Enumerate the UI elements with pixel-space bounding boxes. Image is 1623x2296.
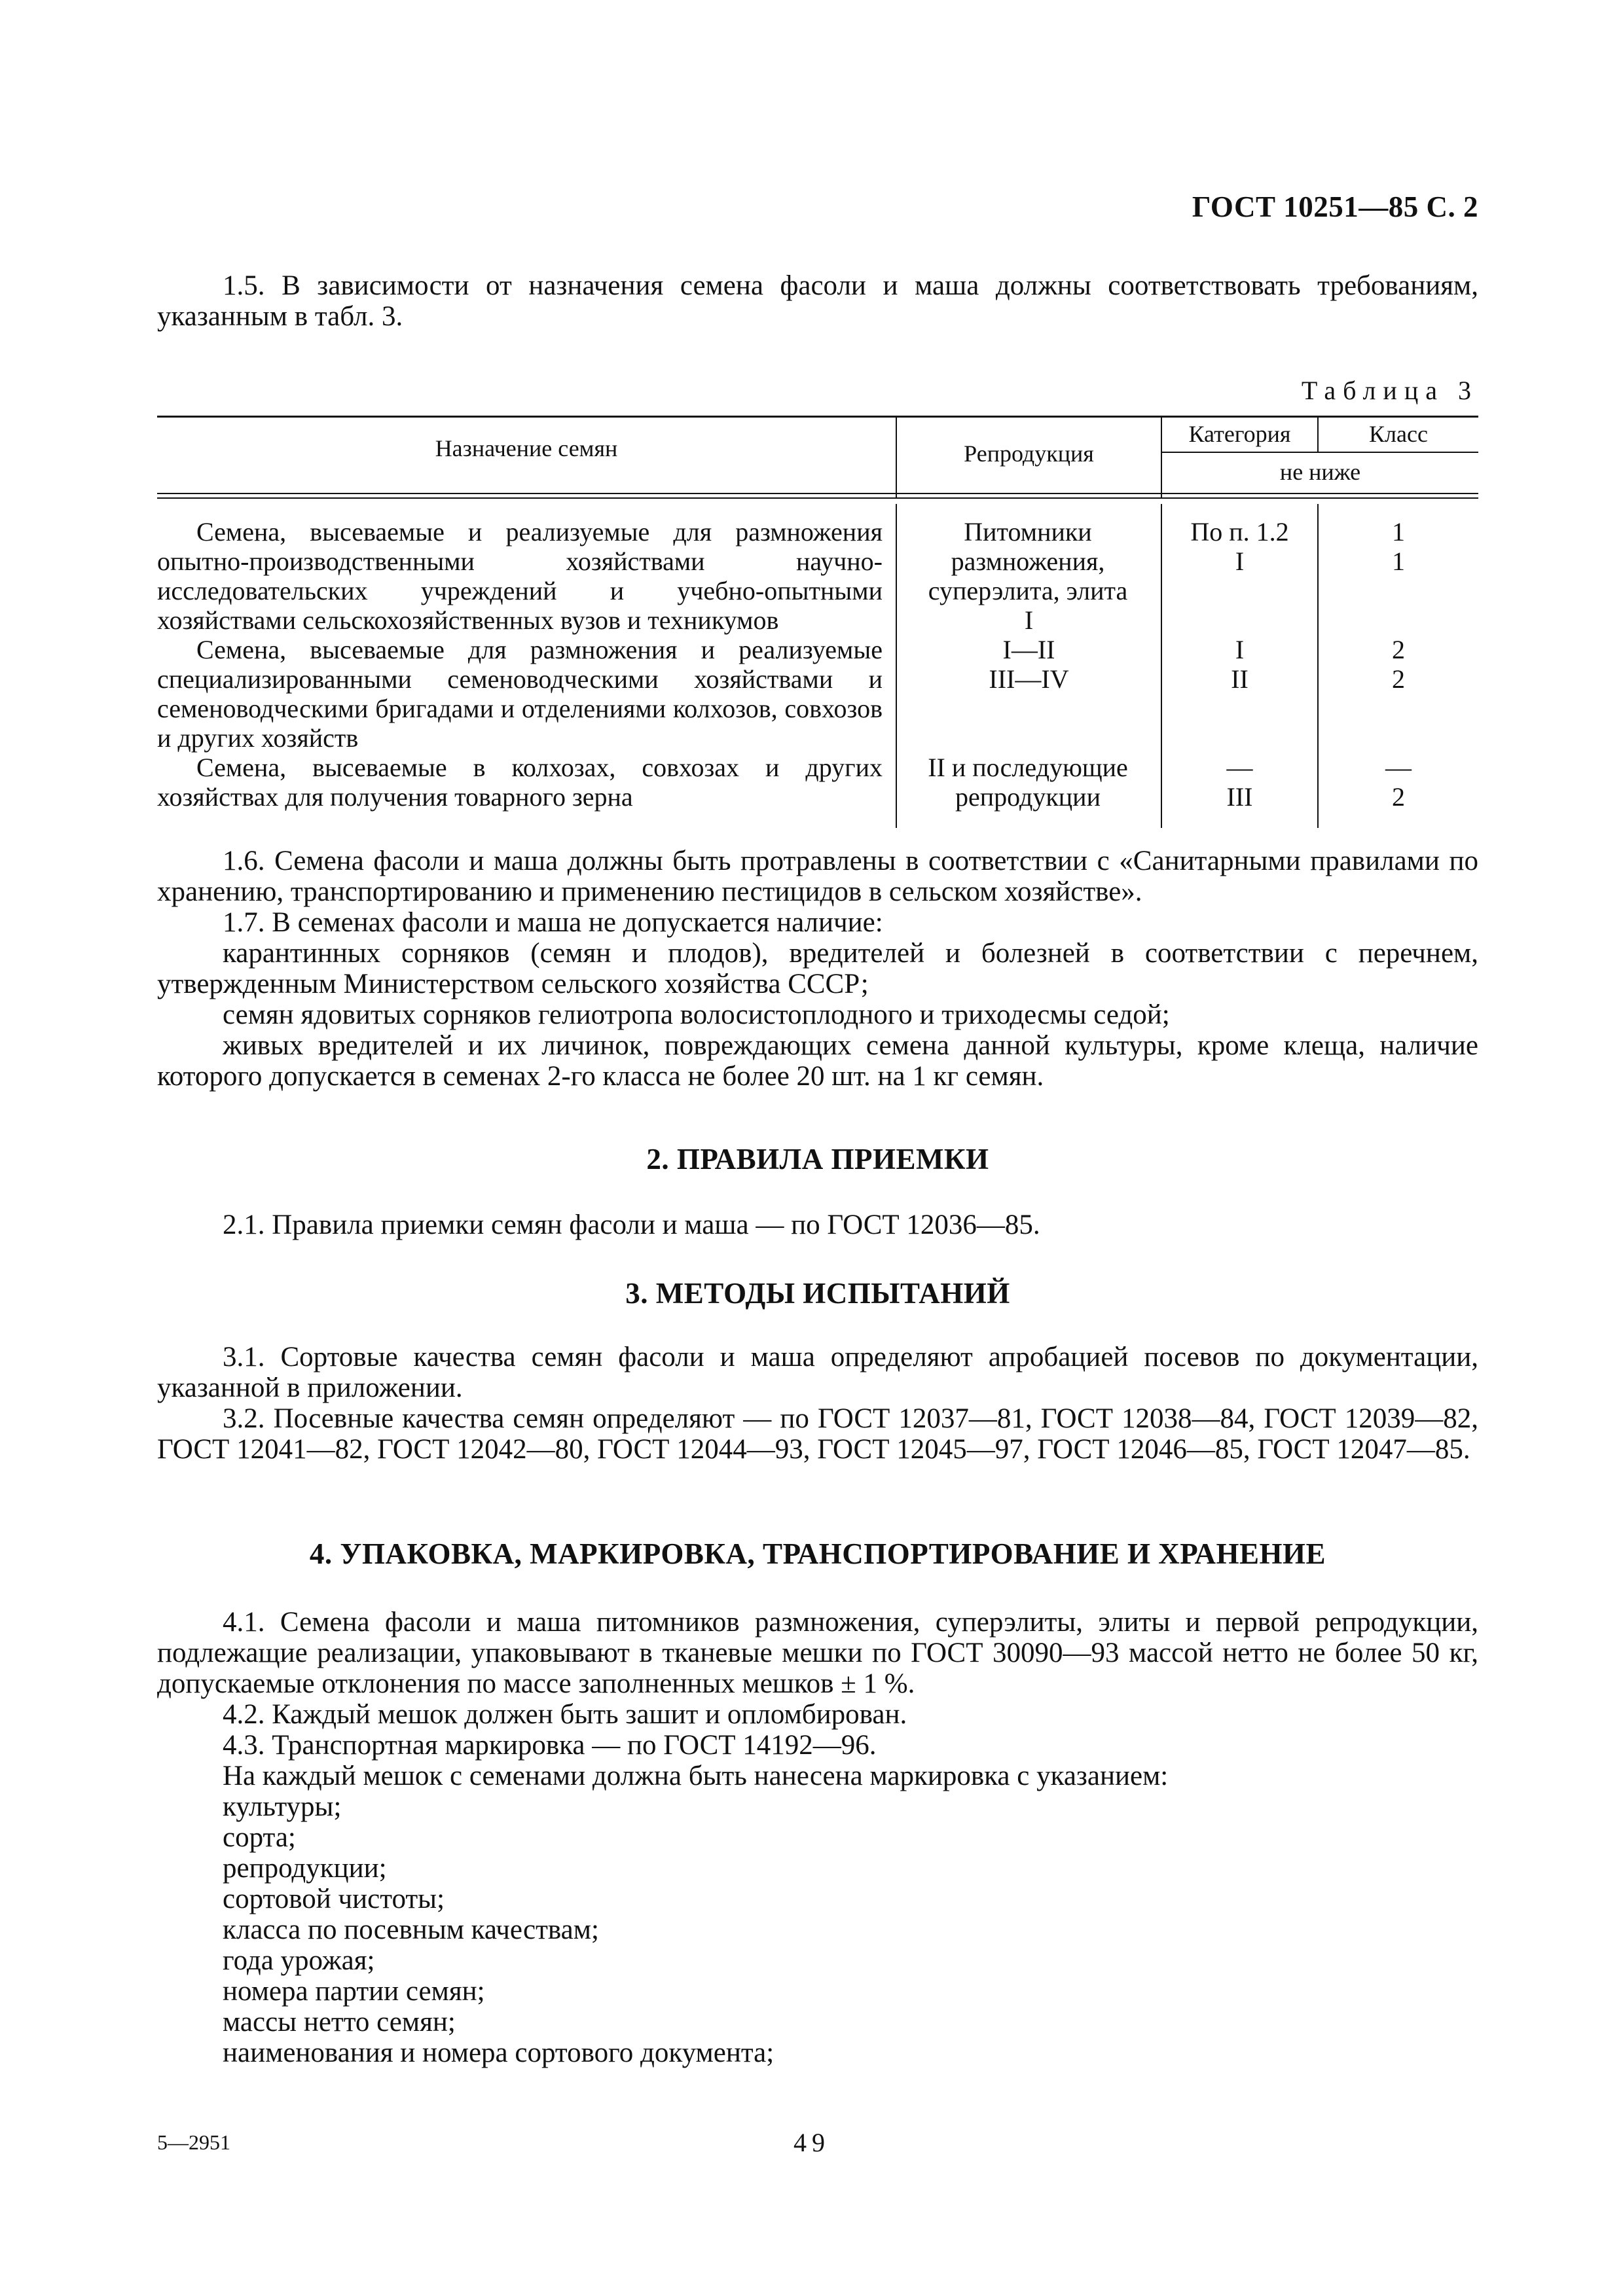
- row3-category: —: [1226, 753, 1253, 782]
- row1-purpose: Семена, высеваемые и реализуемые для размножения опытно-производственными хозяйствами научно-исследовательских учреждений и учебно-опытными хозяйствами сельскохозяйственных вузов и техникумов: [157, 517, 883, 635]
- page-header: ГОСТ 10251—85 С. 2: [1192, 190, 1478, 223]
- header-category: Категория: [1188, 421, 1291, 447]
- marking-item: номера партии семян;: [223, 1976, 485, 2007]
- row3-reproduction: II и последующие репродукции: [928, 753, 1128, 812]
- marking-item: культуры;: [223, 1791, 342, 1822]
- table-header-rule-double: [157, 497, 1478, 499]
- row3-class: —: [1385, 753, 1412, 782]
- header-purpose: Назначение семян: [435, 435, 618, 461]
- row3-purpose: Семена, высеваемые в колхозах, совхозах и других хозяйствах для получения товарного зерна: [157, 753, 883, 812]
- paragraph-4-2: 4.2. Каждый мешок должен быть зашит и опломбирован.: [223, 1699, 907, 1730]
- paragraph-1-5: [157, 270, 1478, 332]
- section-1-continued: [157, 846, 1478, 1092]
- row1-class: 1: [1392, 517, 1405, 547]
- paragraph-3-2: 3.2. Посевные качества семян определяют — по ГОСТ 12037—81, ГОСТ 12038—84, ГОСТ 12039—82, ГОСТ 12041—82, ГОСТ 12042—80, ГОСТ 12044—93, ГОСТ 12045—97, ГОСТ 12046—85, ГОСТ 12047—85.: [157, 1403, 1478, 1465]
- marking-item: репродукции;: [223, 1853, 387, 1884]
- marking-item: класса по посевным качествам;: [223, 1914, 599, 1945]
- row2-reproduction-2: III—IV: [989, 664, 1069, 694]
- footer-code: 5—2951: [157, 2130, 230, 2154]
- section-2-body: [157, 1210, 1478, 1240]
- row2-class-2: 2: [1392, 664, 1405, 694]
- paragraph-2-1: 2.1. Правила приемки семян фасоли и маша — по ГОСТ 12036—85.: [223, 1210, 1040, 1240]
- paragraph-4-3-intro: На каждый мешок с семенами должна быть нанесена маркировка с указанием:: [223, 1761, 1169, 1791]
- section-3-title: 3. МЕТОДЫ ИСПЫТАНИЙ: [625, 1277, 1010, 1310]
- paragraph-1-7-b: семян ядовитых сорняков гелиотропа волосистоплодного и триходесмы седой;: [223, 999, 1170, 1030]
- row2-reproduction: I—II: [1002, 635, 1055, 664]
- section-3-body: [157, 1342, 1478, 1465]
- row1-class-2: 1: [1392, 547, 1405, 576]
- paragraph-1-7: 1.7. В семенах фасоли и маша не допускается наличие:: [223, 907, 883, 938]
- row1-reproduction-2: I: [1024, 605, 1034, 635]
- paragraph-1-7-a: карантинных сорняков (семян и плодов), вредителей и болезней в соответствии с перечнем, утвержденным Министерством сельского хозяйства СССР;: [157, 938, 1478, 999]
- section-4-body: [157, 1607, 1478, 2068]
- row2-category-2: II: [1231, 664, 1249, 694]
- row3-class-2: 2: [1392, 782, 1405, 812]
- table-caption: Таблица 3: [1301, 376, 1478, 405]
- table-subheader-rule: [1161, 452, 1478, 453]
- paragraph-1-6: 1.6. Семена фасоли и маша должны быть протравлены в соответствии с «Санитарными правилами по хранению, транспортированию и применению пестицидов в сельском хозяйстве».: [157, 846, 1478, 907]
- marking-item: года урожая;: [223, 1945, 375, 1976]
- section-4-title: 4. УПАКОВКА, МАРКИРОВКА, ТРАНСПОРТИРОВАНИЕ И ХРАНЕНИЕ: [309, 1537, 1326, 1570]
- header-class: Класс: [1369, 421, 1428, 447]
- paragraph-3-1: 3.1. Сортовые качества семян фасоли и маша определяют апробацией посевов по документации, указанной в приложении.: [157, 1342, 1478, 1403]
- marking-item: сортовой чистоты;: [223, 1884, 445, 1914]
- page-number: 49: [793, 2128, 830, 2157]
- row3-category-2: III: [1226, 782, 1253, 812]
- paragraph-1-7-c: живых вредителей и их личинок, повреждающих семена данной культуры, кроме клеща, наличие которого допускается в семенах 2-го класса не более 20 шт. на 1 кг семян.: [157, 1030, 1478, 1092]
- marking-item: наименования и номера сортового документа;: [223, 2037, 775, 2068]
- row2-purpose: Семена, высеваемые для размножения и реализуемые специализированными семеноводческими хозяйствами и семеноводческими бригадами и отделениями колхозов, совхозов и других хозяйств: [157, 635, 883, 753]
- marking-item: сорта;: [223, 1822, 296, 1853]
- row2-category: I: [1235, 635, 1245, 664]
- header-reproduction: Репродукция: [964, 440, 1094, 467]
- row1-category-2: I: [1235, 547, 1245, 576]
- section-2-title: 2. ПРАВИЛА ПРИЕМКИ: [646, 1143, 989, 1175]
- paragraph-text: 1.5. В зависимости от назначения семена фасоли и маша должны соответствовать требованиям, указанным в табл. 3.: [157, 270, 1478, 332]
- marking-item: массы нетто семян;: [223, 2007, 456, 2037]
- row2-class: 2: [1392, 635, 1405, 664]
- paragraph-4-3: 4.3. Транспортная маркировка — по ГОСТ 14192—96.: [223, 1730, 877, 1761]
- row1-category: По п. 1.2: [1190, 517, 1289, 547]
- header-not-lower: не ниже: [1279, 459, 1361, 485]
- table-top-rule: [157, 416, 1478, 418]
- table-header-rule: [157, 493, 1478, 494]
- paragraph-4-1: 4.1. Семена фасоли и маша питомников размножения, суперэлиты, элиты и первой репродукции, подлежащие реализации, упаковывают в тканевые мешки по ГОСТ 30090—93 массой нетто не более 50 кг, допускаемые отклонения по массе заполненных мешков ± 1 %.: [157, 1607, 1478, 1699]
- row1-reproduction: Питомники размножения, суперэлита, элита: [928, 517, 1128, 605]
